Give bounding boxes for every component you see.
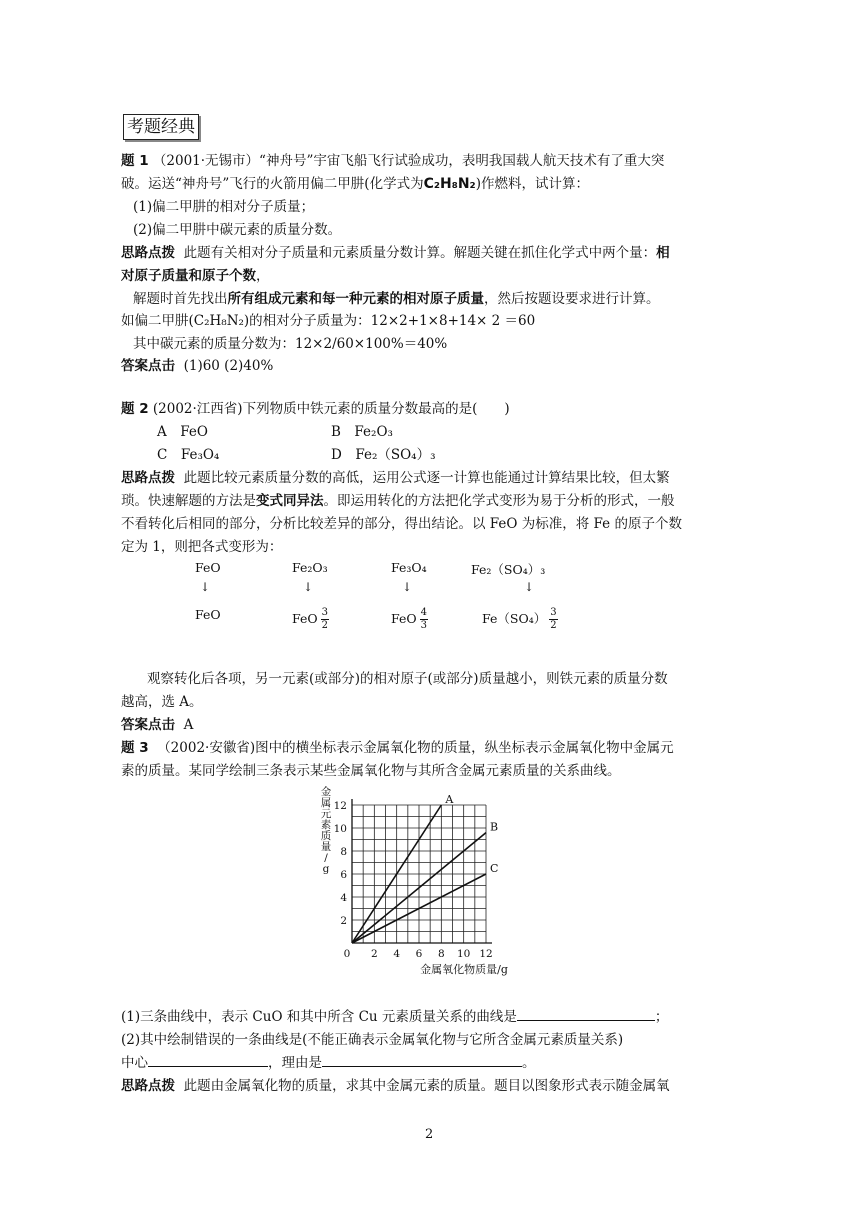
y-tick-label: 8 bbox=[340, 846, 347, 858]
series-label-A: A bbox=[445, 793, 454, 806]
q3-answer-blank-1[interactable] bbox=[517, 1006, 655, 1021]
q3-sub2: (2)其中绘制错误的一条曲线是(不能正确表示金属氧化物与它所含金属元素质量关系) bbox=[121, 1032, 624, 1048]
q1-hint-text2: ， bbox=[256, 268, 270, 284]
q2-answer-text: A bbox=[183, 717, 194, 733]
q3-stem-line2: 素的质量。某同学绘制三条表示某些金属氧化物与其所含金属元素质量的关系曲线。 bbox=[121, 763, 621, 779]
section-header: 考题经典 bbox=[123, 114, 199, 140]
q2-top-formula-3: Fe₃O₄ bbox=[391, 560, 427, 575]
q2-hint-line3: 不看转化后相同的部分，分析比较差异的部分，得出结论。以 FeO 为标准，将 Fe 的原子个数 bbox=[121, 516, 682, 532]
q3-sub3-text-c: 。 bbox=[522, 1055, 536, 1071]
q1-sub2: (2)偏二甲肼中碳元素的质量分数。 bbox=[133, 222, 342, 238]
q3-answer-blank-2[interactable] bbox=[148, 1052, 268, 1067]
q2-hint-label: 思路点拨 bbox=[121, 470, 175, 486]
q3-hint-text1: 此题由金属氧化物的质量，求其中金属元素的质量。题目以图象形式表示随金属氧 bbox=[183, 1078, 670, 1094]
q1-line1 bbox=[121, 150, 664, 172]
y-tick-label: 6 bbox=[340, 869, 347, 881]
q2-top-formula-2: Fe₂O₃ bbox=[292, 560, 328, 575]
q2-bottom-text-2: FeO bbox=[292, 611, 318, 626]
q2-answer-label: 答案点击 bbox=[121, 717, 175, 733]
q1-hint-line5: 其中碳元素的质量分数为：12×2/60×100%＝40% bbox=[133, 336, 448, 352]
q1-hint-line1 bbox=[121, 242, 670, 264]
x-tick-label: 12 bbox=[479, 948, 493, 960]
q2-label: 题 2 bbox=[121, 401, 149, 417]
q2-arrow-2: ↓ bbox=[303, 580, 314, 594]
q2-bottom-text-4: Fe（SO₄） bbox=[482, 611, 547, 626]
q1-stem-line2a: 破。运送“神舟号”飞行的火箭用偏二甲肼(化学式为 bbox=[121, 176, 424, 192]
q2-option-a: A FeO bbox=[157, 424, 208, 440]
x-tick-label: 4 bbox=[393, 948, 401, 960]
x-tick-label: 8 bbox=[437, 948, 445, 960]
q3-sub1 bbox=[121, 1006, 668, 1028]
chart-y-axis-label: 金属元素质量/ g bbox=[320, 786, 332, 875]
chart-grid bbox=[352, 805, 486, 943]
q2-arrow-1: ↓ bbox=[200, 580, 211, 594]
y-tick-label: 2 bbox=[340, 915, 347, 927]
chart-x-axis-label: 金属氧化物质量/g bbox=[420, 963, 508, 976]
q2-conclusion-line2: 越高，选 A。 bbox=[121, 694, 203, 710]
q1-stem-line1: （2001·无锡市）“神舟号”宇宙飞船飞行试验成功，表明我国载人航天技术有了重大突 bbox=[152, 153, 665, 169]
q2-hint-line1 bbox=[121, 467, 670, 489]
q2-hint-text2c: 。即运用转化的方法把化学式变形为易于分析的形式，一般 bbox=[323, 493, 675, 509]
q1-hint-label: 思路点拨 bbox=[121, 245, 175, 261]
chart-axes bbox=[352, 799, 492, 943]
y-tick-label: 4 bbox=[340, 892, 347, 904]
q1-answer bbox=[121, 355, 273, 377]
q2-option-b: B Fe₂O₃ bbox=[331, 424, 393, 440]
q3-sub3-text-a: 中心 bbox=[121, 1055, 148, 1071]
q1-hint-text1: 此题有关相对分子质量和元素质量分数计算。解题关键在抓住化学式中两个量： bbox=[183, 245, 657, 261]
q2-fraction-3: $\frac{3}{2}$ bbox=[550, 607, 557, 631]
q2-fraction-1: $\frac{3}{2}$ bbox=[321, 607, 329, 631]
q2-bottom-text-3: FeO bbox=[391, 611, 417, 626]
q1-formula: C₂H₈N₂ bbox=[423, 176, 476, 192]
q2-conclusion-line1: 观察转化后各项，另一元素(或部分)的相对原子(或部分)质量越小，则铁元素的质量分数 bbox=[147, 671, 668, 687]
q1-hint-bold2: 对原子质量和原子个数 bbox=[121, 268, 256, 284]
q1-hint-text3a: 解题时首先找出 bbox=[133, 291, 228, 307]
q1-hint-text3c: ，然后按题设要求进行计算。 bbox=[484, 291, 660, 307]
q3-sub3 bbox=[121, 1052, 536, 1074]
q3-stem-line1 bbox=[121, 737, 674, 759]
x-tick-label: 10 bbox=[456, 948, 471, 960]
q2-stem-text: (2002·江西省)下列物质中铁元素的质量分数最高的是( ) bbox=[152, 401, 510, 417]
q2-arrow-4: ↓ bbox=[524, 580, 535, 594]
q2-stem bbox=[121, 398, 510, 420]
q1-hint-line2 bbox=[121, 265, 270, 287]
q3-sub1-end: ； bbox=[654, 1009, 669, 1025]
q1-sub1: (1)偏二甲肼的相对分子质量； bbox=[133, 199, 315, 215]
q1-answer-text: (1)60 (2)40% bbox=[183, 358, 274, 374]
q2-top-formula-4: Fe₂（SO₄）₃ bbox=[471, 562, 546, 577]
q2-bottom-formula-1: FeO bbox=[195, 607, 221, 622]
q3-sub3-text-b: ，理由是 bbox=[268, 1055, 322, 1071]
q2-option-d: D Fe₂（SO₄）₃ bbox=[331, 447, 436, 463]
series-label-B: B bbox=[490, 820, 499, 834]
q1-line2 bbox=[121, 173, 589, 195]
series-label-C: C bbox=[490, 862, 499, 875]
q2-option-c: C Fe₃O₄ bbox=[157, 447, 220, 463]
x-tick-label: 0 bbox=[343, 948, 351, 960]
q3-hint-line1 bbox=[121, 1075, 670, 1097]
q2-fraction-2: $\frac{4}{3}$ bbox=[420, 607, 428, 631]
q3-label: 题 3 bbox=[121, 740, 149, 756]
q2-hint-bold: 变式同异法 bbox=[256, 493, 324, 509]
q2-bottom-formula-3 bbox=[391, 607, 428, 632]
q1-label: 题 1 bbox=[121, 153, 149, 169]
q2-bottom-formula-2 bbox=[292, 607, 329, 632]
metal-oxide-chart bbox=[305, 785, 525, 980]
q1-answer-label: 答案点击 bbox=[121, 358, 175, 374]
q2-arrow-3: ↓ bbox=[402, 580, 413, 594]
q2-hint-text2a: 琐。快速解题的方法是 bbox=[121, 493, 256, 509]
q2-bottom-formula-4 bbox=[482, 607, 558, 632]
page-number: 2 bbox=[425, 1127, 434, 1142]
q2-hint-line4: 定为 1，则把各式变形为： bbox=[121, 539, 283, 555]
q3-answer-blank-3[interactable] bbox=[322, 1052, 522, 1067]
q2-answer bbox=[121, 714, 193, 736]
x-tick-label: 6 bbox=[415, 948, 423, 960]
x-tick-label: 2 bbox=[370, 948, 378, 960]
q3-hint-label: 思路点拨 bbox=[121, 1078, 175, 1094]
q3-stem-text1: （2002·安徽省)图中的横坐标表示金属氧化物的质量，纵坐标表示金属氧化物中金属元 bbox=[157, 740, 674, 756]
q2-hint-line2 bbox=[121, 490, 675, 512]
q1-hint-line4: 如偏二甲肼(C₂H₈N₂)的相对分子质量为：12×2+1×8+14× 2 ＝60 bbox=[121, 313, 536, 329]
q2-top-formula-1: FeO bbox=[195, 560, 221, 575]
q3-sub1-text: (1)三条曲线中，表示 CuO 和其中所含 Cu 元素质量关系的曲线是 bbox=[121, 1009, 517, 1025]
q1-hint-bold3: 所有组成元素和每一种元素的相对原子质量 bbox=[227, 291, 484, 307]
y-tick-label: 12 bbox=[333, 800, 347, 812]
q2-hint-text1: 此题比较元素质量分数的高低，运用公式逐一计算也能通过计算结果比较，但太繁 bbox=[183, 470, 670, 486]
q1-hint-line3 bbox=[133, 288, 660, 310]
y-tick-label: 10 bbox=[333, 823, 347, 835]
q1-hint-bold1: 相 bbox=[656, 245, 670, 261]
q1-stem-line2b: )作燃料，试计算： bbox=[475, 176, 589, 192]
